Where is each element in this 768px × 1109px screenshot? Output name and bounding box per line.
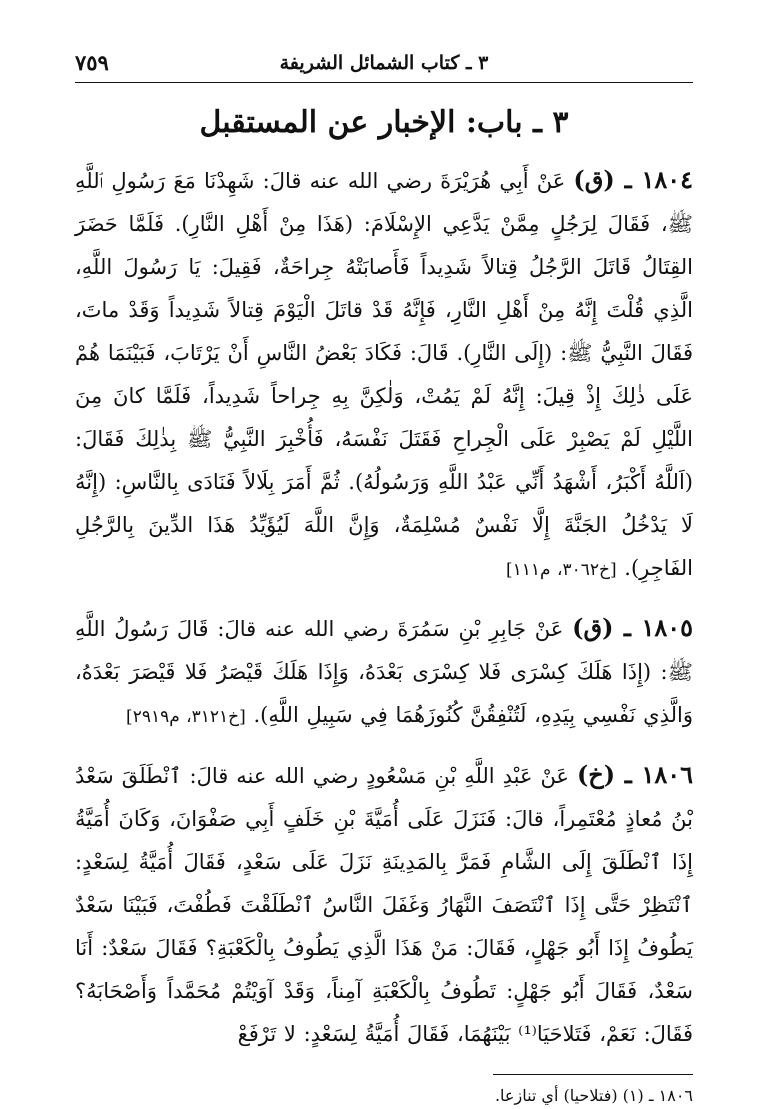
footnote: ١٨٠٦ ـ (١) (فتلاحيا) أي تنازعا. <box>494 1086 693 1105</box>
hadith-1806 <box>75 753 693 1056</box>
hadith-number: ١٨٠٤ ـ (ق) <box>573 165 694 194</box>
page-number: ٧٥٩ <box>75 50 109 75</box>
chapter-title: ٣ ـ باب: الإخبار عن المستقبل <box>199 105 569 140</box>
hadith-text: عَنْ جَابِرِ بْنِ سَمُرَةَ رضي الله عنه قالَ: قَالَ رَسُولُ اللَّهِ ﷺ: (إِذَا هَلَكَ كِسْرَى فَلا كِسْرَى بَعْدَهُ، وَإِذَا هَلَكَ قَيْصَرُ فَلا قَيْصَرَ بَعْدَهُ، وَالَّذِي نَفْسِي بِيَدِهِ، لَتُنْفِقُنَّ كُنُوزَهُمَا فِي سَبِيلِ اللَّهِ). <box>75 617 693 727</box>
source-reference: [خ٣١٢١، م٢٩١٩] <box>126 707 246 727</box>
hadith-number: ١٨٠٥ ـ (ق) <box>572 613 693 642</box>
footnote-divider <box>493 1074 693 1075</box>
source-reference: [خ٣٠٦٢، م١١١] <box>506 560 617 580</box>
hadith-1804 <box>75 158 693 592</box>
hadith-text: عَنْ عَبْدِ اللَّهِ بْنِ مَسْعُودٍ رضي الله عنه قالَ: ٱنْطَلَقَ سَعْدُ بْنُ مُعاذٍ مُعْتَمِراً، قالَ: فَنَزَلَ عَلَى أُمَيَّةَ بْنِ خَلَفٍ أَبِي صَفْوَانَ، وَكَانَ أُمَيَّةُ إِذَا ٱنْطَلَقَ إِلَى الشَّامِ فَمَرَّ بِالمَدِينَةِ نَزَلَ عَلَى سَعْدٍ، فَقَالَ أُمَيَّةُ لِسَعْدٍ: ٱنْتَظِرْ حَتَّى إِذَا ٱنْتَصَفَ النَّهَارُ وَغَفَلَ النَّاسُ ٱنْطَلَقْتَ فَطُفْتَ، فَبَيْنَا سَعْدٌ يَطُوفُ إِذَا أَبُو جَهْلٍ، فَقَالَ: مَنْ هَذَا الَّذِي يَطُوفُ بِالْكَعْبَةِ؟ فَقَالَ سَعْدٌ: أَنَا سَعْدٌ، فَقَالَ أَبُو جَهْلٍ: تَطُوفُ بِالْكَعْبَةِ آمِناً، وَقَدْ آوَيْتُمْ مُحَمَّداً وَأَصْحَابَهُ؟ فَقَالَ: نَعَمْ، فَتَلاحَيَا⁽¹⁾ بَيْنَهُمَا، فَقَالَ أُمَيَّةُ لِسَعْدٍ: لا تَرْفَعْ <box>75 764 693 1046</box>
running-title: ٣ ـ كتاب الشمائل الشريفة <box>279 52 489 74</box>
hadith-text: عَنْ أَبِي هُرَيْرَةَ رضي الله عنه قالَ: شَهِدْنَا مَعَ رَسُولِ ٱللَّهِ ﷺ، فَقَالَ لِرَجُلٍ مِمَّنْ يَدَّعِي الإِسْلَامَ: (هَذَا مِنْ أَهْلِ النَّارِ). فَلَمَّا حَضَرَ القِتَالُ قَاتَلَ الرَّجُلُ قِتالاً شَدِيداً فَأَصابَتْهُ جِراحَةٌ، فَقِيلَ: يَا رَسُولَ اللَّهِ، الَّذِي قُلْتَ إِنَّهُ مِنْ أَهْلِ النَّارِ، فَإِنَّهُ قَدْ قاتَلَ الْيَوْمَ قِتالاً شَدِيداً وَقَدْ ماتَ، فَقَالَ النَّبِيُّ ﷺ: (إِلَى النَّارِ). قَالَ: فَكَادَ بَعْضُ النَّاسِ أَنْ يَرْتَابَ، فَبَيْنَمَا هُمْ عَلَى ذٰلِكَ إِذْ قِيلَ: إِنَّهُ لَمْ يَمُتْ، وَلٰكِنَّ بِهِ جِراحاً شَدِيداً، فَلَمَّا كانَ مِنَ اللَّيْلِ لَمْ يَصْبِرْ عَلَى الْجِراحِ فَقَتَلَ نَفْسَهُ، فَأُخْبِرَ النَّبِيُّ ﷺ بِذٰلِكَ فَقَالَ: (اَللَّهُ أَكْبَرُ، أَشْهَدُ أَنِّي عَبْدُ اللَّهِ وَرَسُولُهُ). ثُمَّ أَمَرَ بِلَالاً فَنَادَى بِالنَّاسِ: (إِنَّهُ لَا يَدْخُلُ الجَنَّةَ إِلَّا نَفْسٌ مُسْلِمَةٌ، وَإِنَّ اللَّهَ لَيُؤَيِّدُ هَذَا الدِّينَ بِالرَّجُلِ الفَاجِرِ). <box>75 169 694 580</box>
running-header <box>75 44 693 83</box>
hadith-1805 <box>75 606 693 739</box>
hadith-number: ١٨٠٦ ـ (خ) <box>576 760 694 789</box>
